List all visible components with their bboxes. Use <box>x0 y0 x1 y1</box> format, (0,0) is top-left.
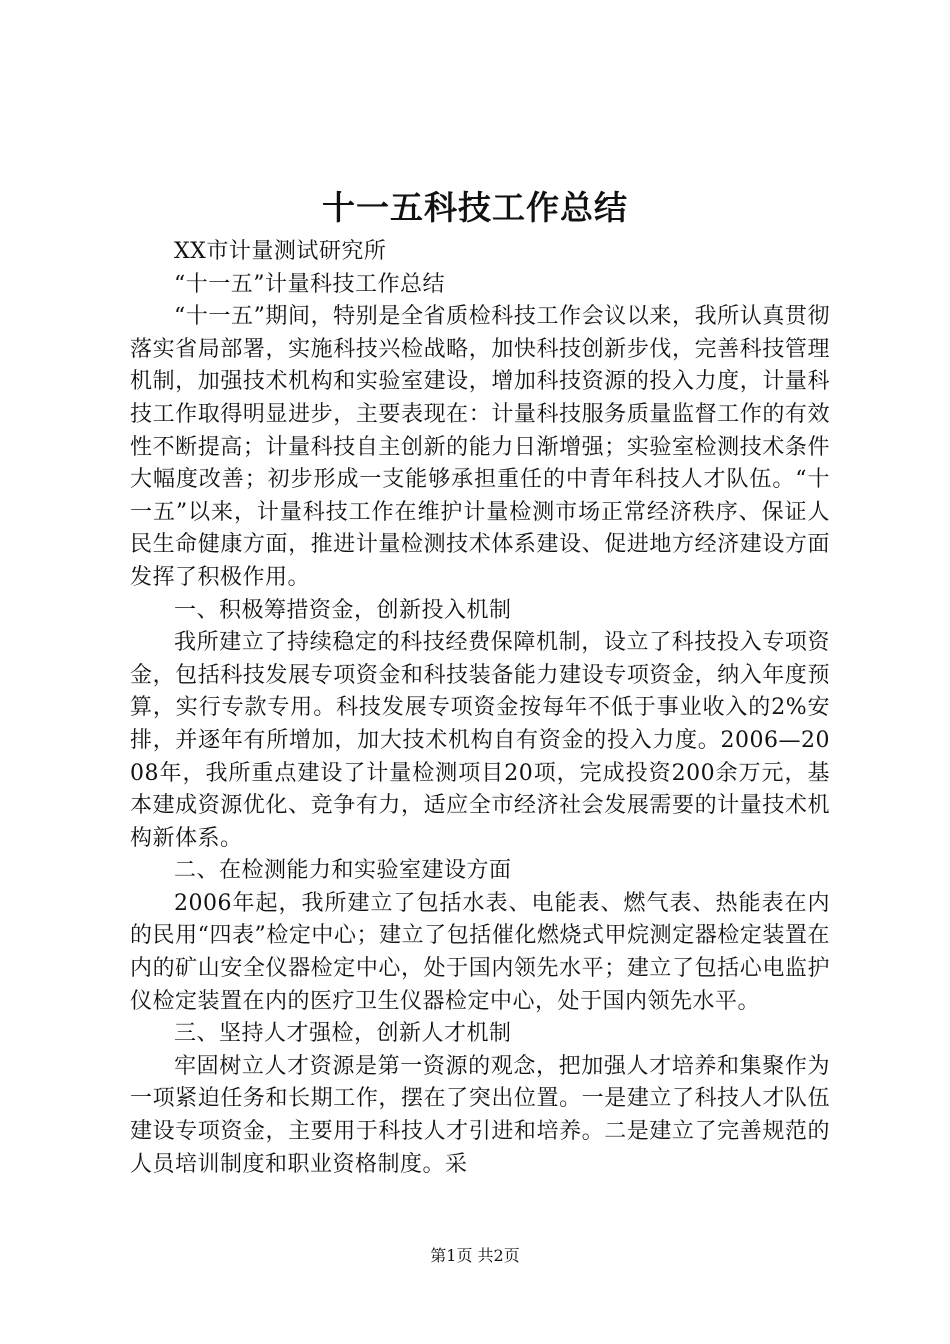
section-paragraph-2: 2006年起，我所建立了包括水表、电能表、燃气表、热能表在内的民用“四表”检定中心；建立了包括催化燃烧式甲烷测定器检定装置在内的矿山安全仪器检定中心，处于国内领先水平；建立了包括心电监护仪检定装置在内的医疗卫生仪器检定中心，处于国内领先水平。 <box>130 890 830 1014</box>
subtitle-line: “十一五”计量科技工作总结 <box>174 271 445 297</box>
intro-paragraph: “十一五”期间，特别是全省质检科技工作会议以来，我所认真贯彻落实省局部署，实施科技兴检战略，加快科技创新步伐，完善科技管理机制，加强技术机构和实验室建设，增加科技资源的投入力度，计量科技工作取得明显进步，主要表现在：计量科技服务质量监督工作的有效性不断提高；计量科技自主创新的能力日渐增强；实验室检测技术条件大幅度改善；初步形成一支能够承担重任的中青年科技人才队伍。“十一五”以来，计量科技工作在维护计量检测市场正常经济秩序、保证人民生命健康方面，推进计量检测技术体系建设、促进地方经济建设方面发挥了积极作用。 <box>130 304 830 590</box>
section-heading-3: 三、坚持人才强检，创新人才机制 <box>174 1021 512 1047</box>
page-number-footer: 第1页 共2页 <box>430 1246 520 1265</box>
organization-line: XX市计量测试研究所 <box>174 239 387 264</box>
section-heading-2: 二、在检测能力和实验室建设方面 <box>174 858 512 884</box>
document-title: 十一五科技工作总结 <box>322 188 628 227</box>
section-paragraph-1: 我所建立了持续稳定的科技经费保障机制，设立了科技投入专项资金，包括科技发展专项资金和科技装备能力建设专项资金，纳入年度预算，实行专款专用。科技发展专项资金按每年不低于事业收入的2%安排，并逐年有所增加，加大技术机构自有资金的投入力度。2006—2008年，我所重点建设了计量检测项目20项，完成投资200余万元，基本建成资源优化、竞争有力，适应全市经济社会发展需要的计量技术机构新体系。 <box>130 630 830 851</box>
section-heading-1: 一、积极筹措资金，创新投入机制 <box>174 597 512 623</box>
section-paragraph-3: 牢固树立人才资源是第一资源的观念，把加强人才培养和集聚作为一项紧迫任务和长期工作，摆在了突出位置。一是建立了科技人才队伍建设专项资金，主要用于科技人才引进和培养。二是建立了完善规范的人员培训制度和职业资格制度。采 <box>130 1053 830 1177</box>
document-body <box>130 236 830 1181</box>
